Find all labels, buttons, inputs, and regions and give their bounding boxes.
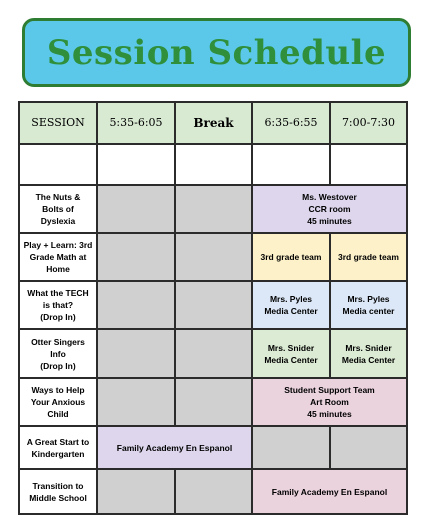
header-session: SESSION xyxy=(19,102,97,144)
header-row xyxy=(19,102,407,144)
empty-cell xyxy=(175,281,252,329)
session-detail: Student Support Team Art Room 45 minutes xyxy=(252,378,407,426)
empty-cell xyxy=(175,233,252,281)
session-label: What the TECH is that? (Drop In) xyxy=(19,281,97,329)
session-detail: Mrs. Pyles Media Center xyxy=(252,281,330,329)
empty-cell xyxy=(97,233,175,281)
session-detail: 3rd grade team xyxy=(252,233,330,281)
page-title: Session Schedule xyxy=(46,32,387,73)
session-detail: 3rd grade team xyxy=(330,233,407,281)
empty-cell xyxy=(97,329,175,378)
session-detail: Ms. Westover CCR room 45 minutes xyxy=(252,185,407,233)
blank-row xyxy=(19,144,407,185)
empty-cell xyxy=(175,185,252,233)
table-row xyxy=(19,469,407,514)
session-label: Ways to Help Your Anxious Child xyxy=(19,378,97,426)
empty-cell xyxy=(175,329,252,378)
empty-cell xyxy=(97,469,175,514)
table-row xyxy=(19,378,407,426)
empty-cell xyxy=(97,378,175,426)
session-label: Transition to Middle School xyxy=(19,469,97,514)
blank-cell xyxy=(19,144,97,185)
session-label: A Great Start to Kindergarten xyxy=(19,426,97,469)
header-time-3: 7:00-7:30 xyxy=(330,102,407,144)
table-row xyxy=(19,329,407,378)
session-detail: Mrs. Pyles Media center xyxy=(330,281,407,329)
empty-cell xyxy=(175,469,252,514)
blank-cell xyxy=(175,144,252,185)
empty-cell xyxy=(252,426,330,469)
blank-cell xyxy=(97,144,175,185)
session-detail: Family Academy En Espanol xyxy=(97,426,252,469)
session-detail: Family Academy En Espanol xyxy=(252,469,407,514)
empty-cell xyxy=(175,378,252,426)
empty-cell xyxy=(97,185,175,233)
blank-cell xyxy=(252,144,330,185)
empty-cell xyxy=(330,426,407,469)
header-time-2: 6:35-6:55 xyxy=(252,102,330,144)
header-time-1: 5:35-6:05 xyxy=(97,102,175,144)
session-detail: Mrs. Snider Media Center xyxy=(252,329,330,378)
session-detail: Mrs. Snider Media Center xyxy=(330,329,407,378)
table-row xyxy=(19,281,407,329)
title-banner xyxy=(22,18,411,87)
session-label: The Nuts & Bolts of Dyslexia xyxy=(19,185,97,233)
header-break: Break xyxy=(175,102,252,144)
table-row xyxy=(19,185,407,233)
blank-cell xyxy=(330,144,407,185)
table-row xyxy=(19,426,407,469)
schedule-table xyxy=(18,101,408,515)
empty-cell xyxy=(97,281,175,329)
session-label: Otter Singers Info (Drop In) xyxy=(19,329,97,378)
session-label: Play + Learn: 3rd Grade Math at Home xyxy=(19,233,97,281)
table-row xyxy=(19,233,407,281)
